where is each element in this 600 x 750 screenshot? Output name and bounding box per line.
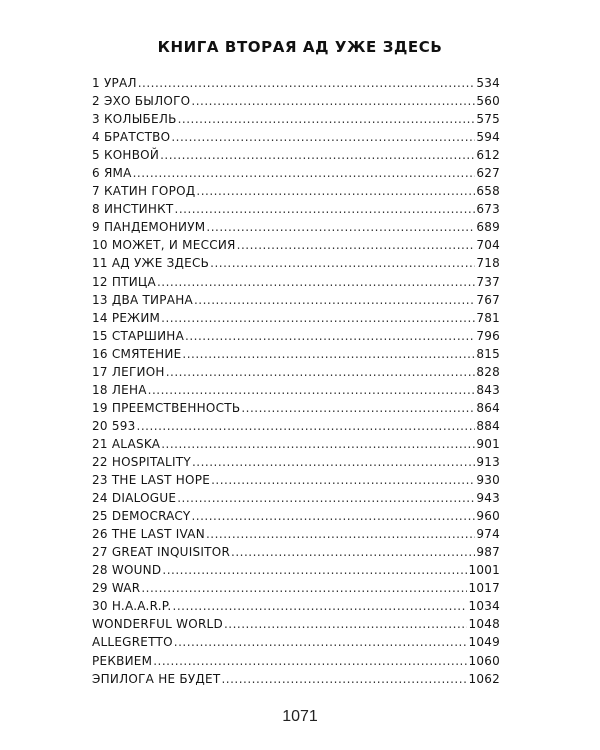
toc-entry	[92, 597, 500, 615]
toc-entry-title: 12 ПТИЦА	[92, 274, 156, 289]
toc-entry-title: 24 DIALOGUE	[92, 491, 177, 506]
dot-leader	[221, 670, 467, 688]
dot-leader	[133, 164, 476, 182]
toc-entry-page: 930	[476, 473, 500, 488]
toc-entry	[92, 471, 500, 489]
page-title: КНИГА ВТОРАЯ АД УЖЕ ЗДЕСЬ	[157, 38, 443, 56]
toc-entry	[92, 453, 500, 471]
dot-leader	[153, 652, 467, 670]
dot-leader	[161, 435, 475, 453]
toc-entry-title: 19 ПРЕЕМСТВЕННОСТЬ	[92, 400, 241, 415]
toc-entry	[92, 489, 500, 507]
toc-entry-page: 627	[476, 166, 500, 181]
dot-leader	[178, 110, 476, 128]
toc-entry	[92, 74, 500, 92]
toc-entry-title: 17 ЛЕГИОН	[92, 364, 165, 379]
dot-leader	[157, 273, 475, 291]
dot-leader	[138, 74, 476, 92]
toc-entry-page: 689	[476, 220, 500, 235]
toc-entry-title: 25 DEMOCRACY	[92, 509, 191, 524]
dot-leader	[174, 633, 468, 651]
dot-leader	[237, 236, 476, 254]
toc-entry	[92, 345, 500, 363]
toc-entry	[92, 164, 500, 182]
dot-leader	[162, 561, 467, 579]
dot-leader	[192, 453, 475, 471]
toc-entry	[92, 327, 500, 345]
toc-entry	[92, 435, 500, 453]
dot-leader	[241, 399, 475, 417]
toc-entry	[92, 146, 500, 164]
toc-entry-page: 815	[476, 346, 500, 361]
toc-entry-page: 960	[476, 509, 500, 524]
page-number: 1071	[282, 708, 318, 725]
toc-entry-title: 14 РЕЖИМ	[92, 310, 161, 325]
toc-entry	[92, 200, 500, 218]
toc-entry	[92, 110, 500, 128]
dot-leader	[185, 327, 475, 345]
toc-entry	[92, 399, 500, 417]
dot-leader	[210, 254, 475, 272]
toc-entry-page: 612	[476, 148, 500, 163]
toc-entry	[92, 652, 500, 670]
toc-entry	[92, 417, 500, 435]
toc-entry-page: 594	[476, 130, 500, 145]
toc-entry-title: 4 БРАТСТВО	[92, 130, 171, 145]
toc-entry-title: 7 КАТИН ГОРОД	[92, 184, 196, 199]
dot-leader	[171, 128, 475, 146]
toc-entry-title: 16 СМЯТЕНИЕ	[92, 346, 182, 361]
toc-entry	[92, 615, 500, 633]
toc-entry-page: 1049	[468, 635, 500, 650]
toc-entry-title: 18 ЛЕНА	[92, 382, 147, 397]
toc-entry	[92, 273, 500, 291]
dot-leader	[206, 218, 475, 236]
toc-entry	[92, 363, 500, 381]
toc-entry	[92, 254, 500, 272]
dot-leader	[182, 345, 475, 363]
dot-leader	[160, 146, 475, 164]
toc-entry-page: 1017	[468, 581, 500, 596]
toc-entry	[92, 236, 500, 254]
toc-entry-title: 10 МОЖЕТ, И МЕССИЯ	[92, 238, 236, 253]
dot-leader	[206, 525, 475, 543]
dot-leader	[166, 363, 476, 381]
dot-leader	[141, 579, 467, 597]
toc-entry	[92, 309, 500, 327]
toc-entry-page: 560	[476, 94, 500, 109]
table-of-contents	[92, 74, 500, 688]
dot-leader	[224, 615, 467, 633]
toc-entry-page: 913	[476, 454, 500, 469]
toc-entry-title: 23 THE LAST HOPE	[92, 473, 211, 488]
toc-entry	[92, 579, 500, 597]
toc-entry	[92, 525, 500, 543]
toc-entry	[92, 543, 500, 561]
dot-leader	[175, 200, 476, 218]
dot-leader	[177, 489, 475, 507]
dot-leader	[191, 507, 475, 525]
toc-entry-page: 1062	[468, 671, 500, 686]
toc-entry-title: РЕКВИЕМ	[92, 653, 153, 668]
dot-leader	[231, 543, 475, 561]
toc-entry-title: 21 ALASKA	[92, 436, 161, 451]
toc-entry-page: 534	[476, 76, 500, 90]
toc-entry-title: 22 HOSPITALITY	[92, 454, 191, 469]
toc-entry-title: 11 АД УЖЕ ЗДЕСЬ	[92, 256, 210, 271]
toc-entry-page: 1001	[468, 563, 500, 578]
toc-entry-page: 884	[476, 418, 500, 433]
toc-entry-page: 737	[476, 274, 500, 289]
toc-entry-page: 796	[476, 328, 500, 343]
toc-entry-page: 575	[476, 112, 500, 127]
toc-entry-page: 704	[476, 238, 500, 253]
toc-entry	[92, 182, 500, 200]
toc-entry-page: 767	[476, 292, 500, 307]
toc-entry-page: 781	[476, 310, 500, 325]
toc-entry-page: 901	[476, 436, 500, 451]
toc-entry-page: 828	[476, 364, 500, 379]
toc-entry	[92, 633, 500, 651]
toc-entry-page: 718	[476, 256, 500, 271]
toc-entry-title: WONDERFUL WORLD	[92, 617, 223, 632]
toc-entry-title: 8 ИНСТИНКТ	[92, 202, 174, 217]
toc-entry-page: 864	[476, 400, 500, 415]
toc-entry-title: 26 THE LAST IVAN	[92, 527, 205, 542]
toc-entry-title: 5 КОНВОЙ	[92, 148, 160, 163]
toc-entry	[92, 92, 500, 110]
dot-leader	[196, 182, 475, 200]
toc-entry	[92, 291, 500, 309]
dot-leader	[161, 309, 475, 327]
toc-entry-page: 987	[476, 545, 500, 560]
toc-entry-title: 1 УРАЛ	[92, 76, 137, 90]
toc-entry-title: 27 GREAT INQUISITOR	[92, 545, 231, 560]
toc-entry	[92, 561, 500, 579]
toc-entry-title: 30 H.A.A.R.P.	[92, 599, 172, 614]
toc-entry	[92, 670, 500, 688]
toc-entry-title: 9 ПАНДЕМОНИУМ	[92, 220, 206, 235]
toc-entry-title: 2 ЭХО БЫЛОГО	[92, 94, 191, 109]
toc-entry-title: 13 ДВА ТИРАНА	[92, 292, 193, 307]
toc-entry	[92, 507, 500, 525]
toc-entry-title: ALLEGRETTO	[92, 635, 173, 650]
toc-entry-page: 974	[476, 527, 500, 542]
toc-entry	[92, 218, 500, 236]
toc-entry-title: 3 КОЛЫБЕЛЬ	[92, 112, 177, 127]
toc-entry-title: 29 WAR	[92, 581, 141, 596]
dot-leader	[148, 381, 476, 399]
toc-entry-title: 20 593	[92, 418, 136, 433]
toc-entry-page: 1048	[468, 617, 500, 632]
dot-leader	[137, 417, 476, 435]
dot-leader	[194, 291, 475, 309]
dot-leader	[191, 92, 475, 110]
toc-entry-title: 15 СТАРШИНА	[92, 328, 185, 343]
toc-entry-title: 28 WOUND	[92, 563, 162, 578]
toc-entry-page: 843	[476, 382, 500, 397]
toc-entry-page: 673	[476, 202, 500, 217]
toc-entry-title: 6 ЯМА	[92, 166, 132, 181]
dot-leader	[211, 471, 475, 489]
toc-entry-title: ЭПИЛОГА НЕ БУДЕТ	[92, 671, 221, 686]
toc-entry-page: 1060	[468, 653, 500, 668]
toc-entry	[92, 381, 500, 399]
toc-entry	[92, 128, 500, 146]
dot-leader	[173, 597, 468, 615]
toc-entry-page: 658	[476, 184, 500, 199]
toc-entry-page: 1034	[468, 599, 500, 614]
toc-entry-page: 943	[476, 491, 500, 506]
